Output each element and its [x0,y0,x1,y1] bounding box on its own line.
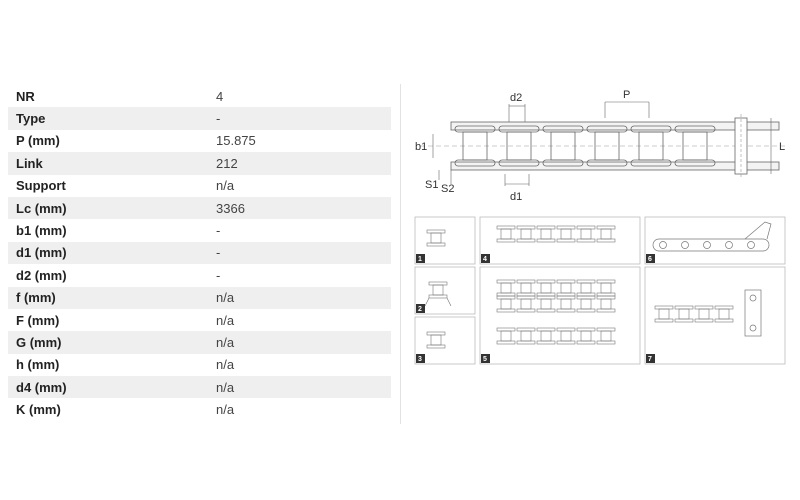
spec-row-F [8,309,391,331]
spec-value: 3366 [216,200,245,216]
spec-label: d1 (mm) [16,245,67,261]
thumbnail-1 [415,217,475,264]
spec-value: n/a [216,312,235,328]
label-s2: S2 [441,183,455,195]
label-b1: b1 [415,141,428,153]
spec-row-nr [8,85,391,107]
label-p: P [623,89,631,101]
spec-row-support [8,175,391,197]
spec-value: - [216,267,221,283]
label-d1: d1 [510,191,523,203]
spec-row-f [8,287,391,309]
thumbnail-3 [415,317,475,364]
spec-label: h (mm) [16,357,60,373]
spec-row-d4 [8,376,391,398]
spec-row-k [8,398,391,420]
spec-value: 212 [216,155,238,171]
thumbnail-4 [480,217,640,264]
spec-label: Link [16,155,43,171]
thumbnail-7 [645,267,785,364]
thumbnail-number: 2 [418,306,422,313]
chain-diagram [405,84,795,384]
spec-row-type [8,107,391,129]
spec-label: K (mm) [16,402,61,418]
spec-value: n/a [216,357,235,373]
spec-row-p [8,130,391,152]
spec-value: n/a [216,402,235,418]
spec-row-d2 [8,264,391,286]
spec-value: n/a [216,379,235,395]
spec-value: n/a [216,290,235,306]
thumbnail-number: 5 [483,356,487,363]
thumbnail-number: 7 [648,356,652,363]
thumbnail-5 [480,267,640,364]
spec-label: Lc (mm) [16,200,67,216]
spec-label: f (mm) [16,290,56,306]
main-chain-drawing [415,89,785,203]
spec-row-link [8,152,391,174]
label-l: L [779,141,786,153]
spec-row-d1 [8,242,391,264]
spec-label: P (mm) [16,133,60,149]
spec-row-b1 [8,219,391,241]
spec-label: b1 (mm) [16,223,67,239]
spec-label: F (mm) [16,312,60,328]
spec-value: - [216,245,221,261]
label-d2: d2 [510,92,523,104]
thumbnail-number: 4 [483,256,487,263]
spec-row-g [8,331,391,353]
spec-label: Type [16,111,46,127]
thumbnail-number: 3 [418,356,422,363]
thumbnail-6 [645,217,785,264]
spec-label: Support [16,178,66,194]
thumbnail-2 [415,267,475,314]
spec-row-h [8,354,391,376]
spec-label: NR [16,88,35,104]
spec-row-lc [8,197,391,219]
spec-value: 4 [216,88,224,104]
column-divider [400,84,401,424]
thumbnail-number: 6 [648,256,652,263]
spec-label: d2 (mm) [16,267,67,283]
spec-value: n/a [216,334,235,350]
spec-label: d4 (mm) [16,379,67,395]
thumbnail-number: 1 [418,256,422,263]
spec-label: G (mm) [16,334,62,350]
spec-value: - [216,111,221,127]
label-s1: S1 [425,179,439,191]
spec-table [8,85,391,421]
spec-value: - [216,223,221,239]
spec-value: n/a [216,178,235,194]
spec-value: 15.875 [216,133,256,149]
